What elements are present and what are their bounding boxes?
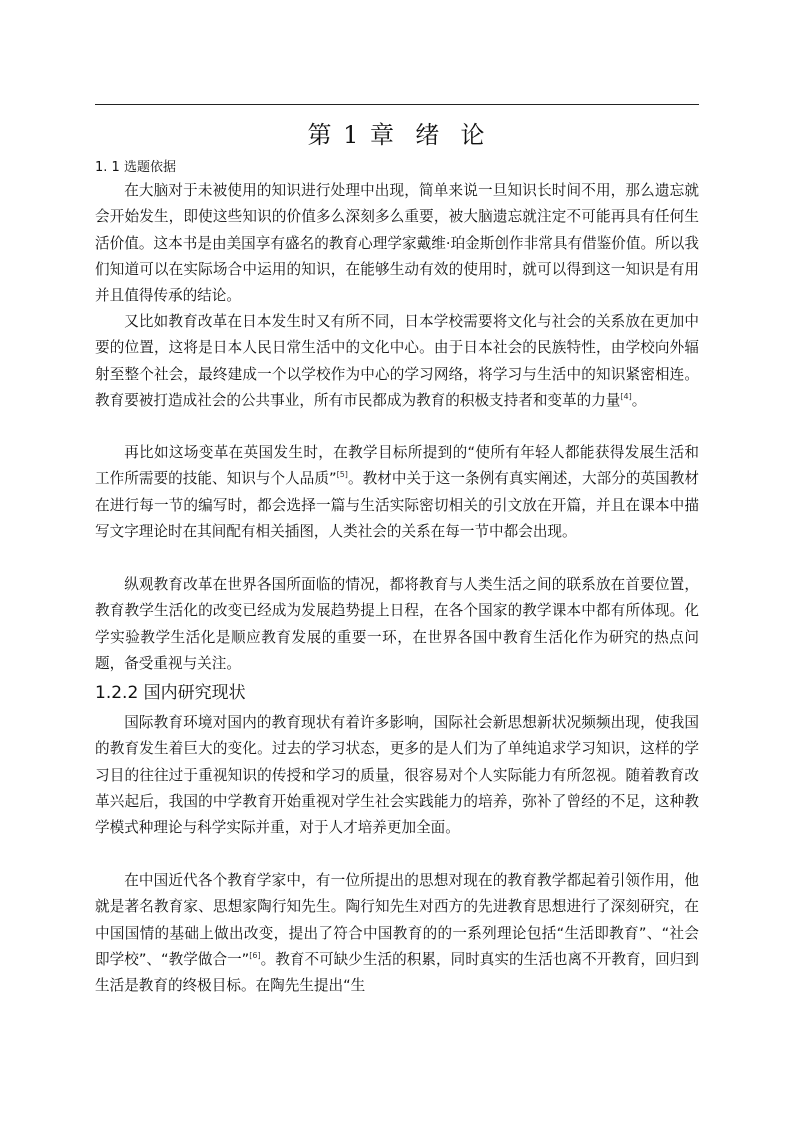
citation-ref: [5] xyxy=(336,470,348,480)
section-heading-1-1: 1. 1 选题依据 xyxy=(95,160,176,175)
paragraph-text: 再比如这场变革在英国发生时，在教学目标所提到的“使所有年轻人都能获得发展生活和工作所需要的技能、知识与个人品质” xyxy=(95,444,699,488)
body-paragraph: 纵观教育改革在世界各国所面临的情况，都将教育与人类生活之间的联系放在首要位置，教育教学生活化的改变已经成为发展趋势提上日程，在各个国家的教学课本中都有所体现。化学实验教学生活化是顺应教育发展的重要一环，在世界各国中教育生活化作为研究的热点问题，备受重视与关注。 xyxy=(95,576,699,672)
paragraph-text: 又比如教育改革在日本发生时又有所不同，日本学校需要将文化与社会的关系放在更加中要的位置，这将是日本人民日常生活中的文化中心。由于日本社会的民族特性，由学校向外辐射至整个社会，最终建成一个以学校作为中心的学习网络，将学习与生活中的知识紧密相连。教育要被打造成社会的公共事业，所有市民都成为教育的积极支持者和变革的力量 xyxy=(95,313,699,409)
citation-ref: [4] xyxy=(620,392,632,402)
paragraph-text: 。教育不可缺少生活的积累，同时真实的生活也离不开教育，回归到生活是教育的终极目标。在陶先生提出“生 xyxy=(95,950,699,995)
section-heading-1-2-2: 1.2.2 国内研究现状 xyxy=(95,683,246,703)
paragraph-text: 在中国近代各个教育学家中，有一位所提出的思想对现在的教育教学都起着引领作用，他就是著名教育家、思想家陶行知先生。陶行知先生对西方的先进教育思想进行了深刻研究，在中国国情的基础上做出改变，提出了符合中国教育的的一系列理论包括“生活即教育”、“社会即学校”、“教学做合一” xyxy=(95,872,699,968)
body-paragraph: 国际教育环境对国内的教育现状有着许多影响，国际社会新思想新状况频频出现，使我国的教育发生着巨大的变化。过去的学习状态，更多的是人们为了单纯追求学习知识，这样的学习目的往往过于重视知识的传授和学习的质量，很容易对个人实际能力有所忽视。随着教育改革兴起后，我国的中学教育开始重视对学生社会实践能力的培养，弥补了曾经的不足，这种教学模式种理论与科学实际并重，对于人才培养更加全面。 xyxy=(95,714,699,837)
citation-ref: [6] xyxy=(249,951,261,961)
header-rule xyxy=(95,104,699,105)
body-paragraph xyxy=(95,309,699,414)
chapter-title: 第 1 章 绪 论 xyxy=(307,121,487,149)
body-paragraph xyxy=(95,868,699,999)
paragraph-text: 。教材中关于这一条例有真实阐述，大部分的英国教材在进行每一节的编写时，都会选择一篇与生活实际密切相关的引文放在开篇，并且在课本中描写文字理论时在其间配有相关插图，人类社会的关系在每一节中都会出现。 xyxy=(95,470,699,540)
paragraph-text: 。 xyxy=(631,391,647,409)
body-paragraph xyxy=(95,440,699,545)
body-paragraph: 在大脑对于未被使用的知识进行处理中出现，简单来说一旦知识长时间不用，那么遗忘就会开始发生，即使这些知识的价值多么深刻多么重要，被大脑遗忘就注定不可能再具有任何生活价值。这本书是由美国享有盛名的教育心理学家戴维·珀金斯创作非常具有借鉴价值。所以我们知道可以在实际场合中运用的知识，在能够生动有效的使用时，就可以得到这一知识是有用并且值得传承的结论。 xyxy=(95,182,699,305)
